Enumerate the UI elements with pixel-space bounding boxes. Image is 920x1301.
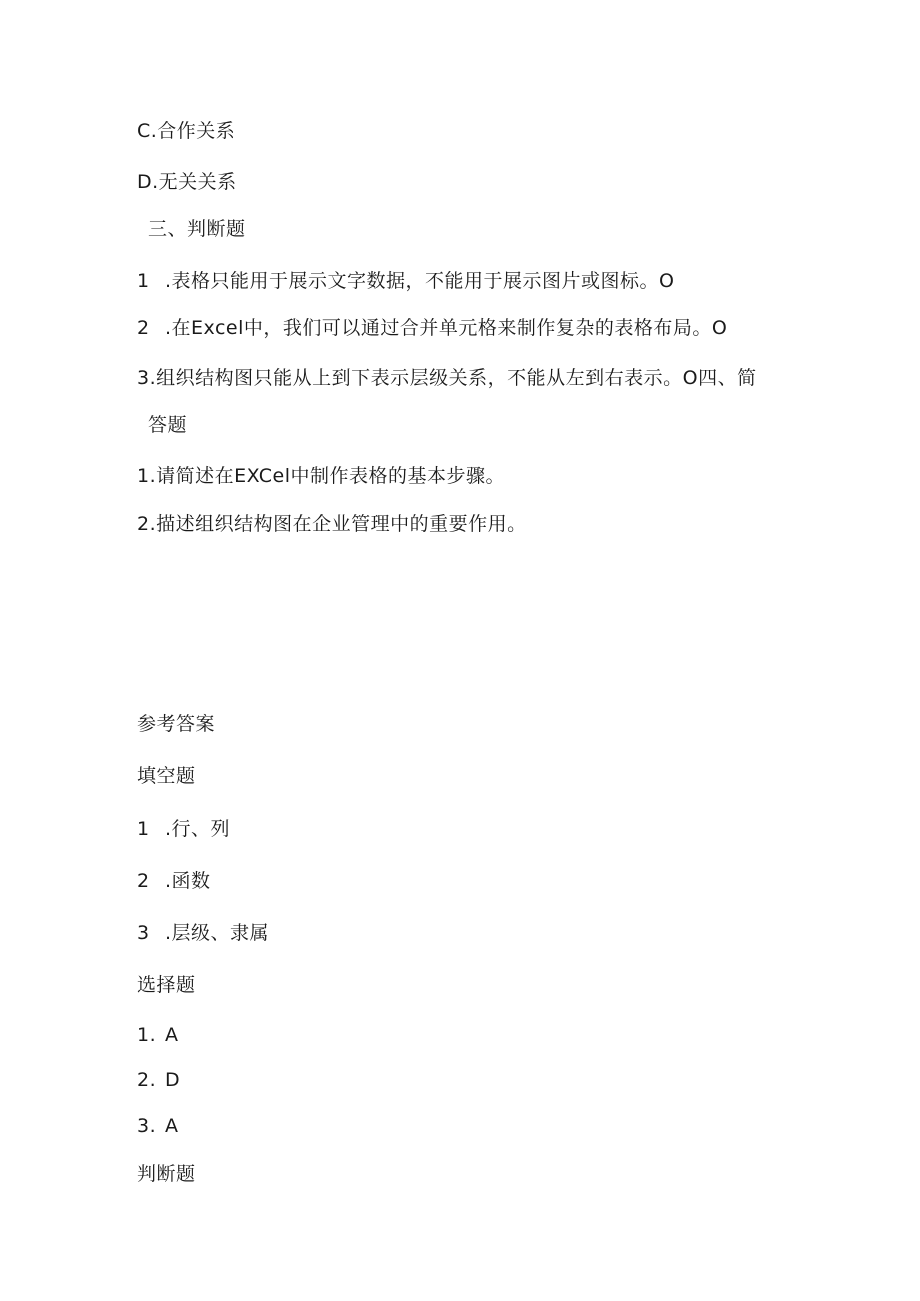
answer-number: 1. xyxy=(137,1024,157,1046)
answer-text: .行、列 xyxy=(165,818,231,840)
choice-option-d: D.无关关系 xyxy=(137,171,237,193)
judgment-question-2 xyxy=(137,316,727,340)
question-number: 1 xyxy=(137,270,150,292)
fill-blank-heading: 填空题 xyxy=(137,765,196,787)
choice-answer-1 xyxy=(137,1023,179,1047)
answer-number: 3 xyxy=(137,922,150,944)
fill-blank-answer-3 xyxy=(137,921,269,945)
judgment-section-heading: 三、判断题 xyxy=(148,218,246,240)
answer-number: 1 xyxy=(137,818,150,840)
answer-text: .函数 xyxy=(165,870,211,892)
answer-text: A xyxy=(165,1024,179,1046)
judgment-question-3 xyxy=(137,366,757,390)
question-text: 3.组织结构图只能从上到下表示层级关系，不能从左到右表示。O四、简 xyxy=(137,367,757,389)
choice-answer-2 xyxy=(137,1068,180,1092)
fill-blank-answer-1 xyxy=(137,817,230,841)
answer-text: A xyxy=(165,1115,179,1137)
choice-answers-heading: 选择题 xyxy=(137,974,196,996)
judgment-answers-heading: 判断题 xyxy=(137,1163,196,1185)
answer-number: 2. xyxy=(137,1069,157,1091)
short-answer-heading-tail: 答题 xyxy=(148,414,188,436)
question-number: 2 xyxy=(137,317,150,339)
question-text: .在Excel中，我们可以通过合并单元格来制作复杂的表格布局。O xyxy=(165,317,728,339)
answers-title: 参考答案 xyxy=(137,713,216,735)
short-answer-question-2: 2.描述组织结构图在企业管理中的重要作用。 xyxy=(137,513,527,535)
short-answer-question-1: 1.请简述在EXCel中制作表格的基本步骤。 xyxy=(137,465,506,487)
judgment-question-1 xyxy=(137,269,675,293)
choice-answer-3 xyxy=(137,1114,179,1138)
fill-blank-answer-2 xyxy=(137,869,211,893)
answer-number: 2 xyxy=(137,870,150,892)
question-text: .表格只能用于展示文字数据，不能用于展示图片或图标。O xyxy=(165,270,675,292)
answer-text: .层级、隶属 xyxy=(165,922,270,944)
answer-text: D xyxy=(165,1069,181,1091)
choice-option-c: C.合作关系 xyxy=(137,120,236,142)
answer-number: 3. xyxy=(137,1115,157,1137)
